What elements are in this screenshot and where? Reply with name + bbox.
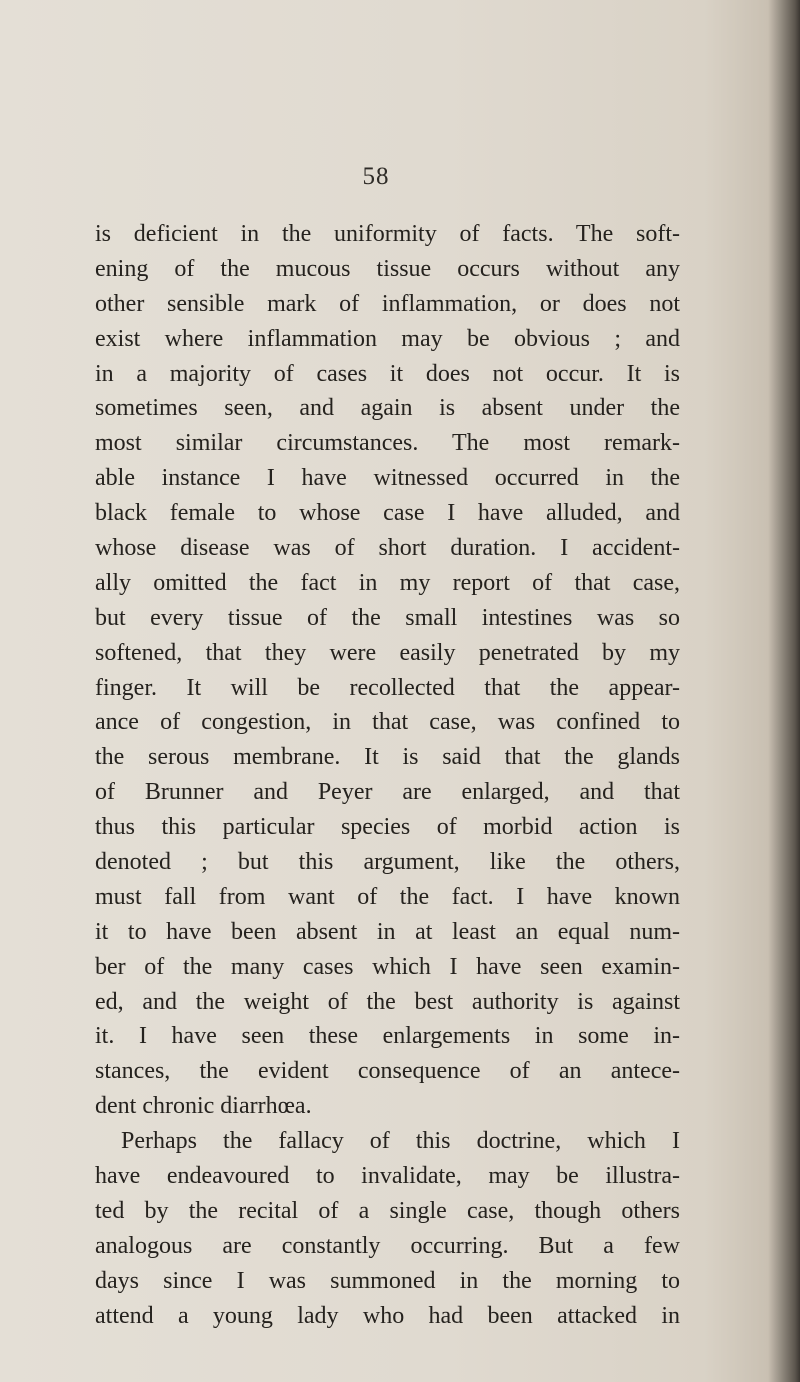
text-line: the serous membrane. It is said that the glands [95,744,680,771]
text-line: attend a young lady who had been attacked in [95,1302,680,1329]
text-line: whose disease was of short duration. I accident- [95,535,680,562]
text-line: but every tissue of the small intestines was so [95,604,680,631]
text-line: must fall from want of the fact. I have known [95,883,680,910]
body-text [95,217,680,1334]
text-line: ally omitted the fact in my report of that case, [95,569,680,596]
text-line: able instance I have witnessed occurred in the [95,465,680,492]
text-line: of Brunner and Peyer are enlarged, and that [95,779,680,806]
text-line: it to have been absent in at least an equal num- [95,918,680,945]
text-line: ted by the recital of a single case, though others [95,1197,680,1224]
text-line: ance of congestion, in that case, was confined to [95,709,680,736]
text-line: other sensible mark of inflammation, or does not [95,290,680,317]
text-line: denoted ; but this argument, like the others, [95,849,680,876]
text-line: is deficient in the uniformity of facts. The soft- [95,221,680,247]
text-line: days since I was summoned in the morning to [95,1267,680,1294]
text-line: ber of the many cases which I have seen examin- [95,953,680,980]
text-line: softened, that they were easily penetrated by my [95,639,680,666]
paragraph-first-line: Perhaps the fallacy of this doctrine, which I [121,1128,680,1155]
text-line: stances, the evident consequence of an antece- [95,1058,680,1085]
text-line: exist where inflammation may be obvious ; and [95,325,680,352]
text-line: it. I have seen these enlargements in some in- [95,1023,680,1050]
text-line: have endeavoured to invalidate, may be illustra- [95,1163,680,1190]
text-line: thus this particular species of morbid action is [95,814,680,841]
paragraph-end-line: dent chronic diarrhœa. [95,1093,312,1120]
text-line: finger. It will be recollected that the appear- [95,674,680,701]
text-line: sometimes seen, and again is absent under the [95,395,680,422]
text-line: in a majority of cases it does not occur. It is [95,360,680,387]
text-line: ed, and the weight of the best authority is against [95,988,680,1015]
text-line: black female to whose case I have alluded, and [95,500,680,527]
text-line: ening of the mucous tissue occurs without any [95,255,680,282]
text-line: most similar circumstances. The most remark- [95,430,680,457]
text-line: analogous are constantly occurring. But a few [95,1232,680,1259]
page-number: 58 [362,163,390,190]
